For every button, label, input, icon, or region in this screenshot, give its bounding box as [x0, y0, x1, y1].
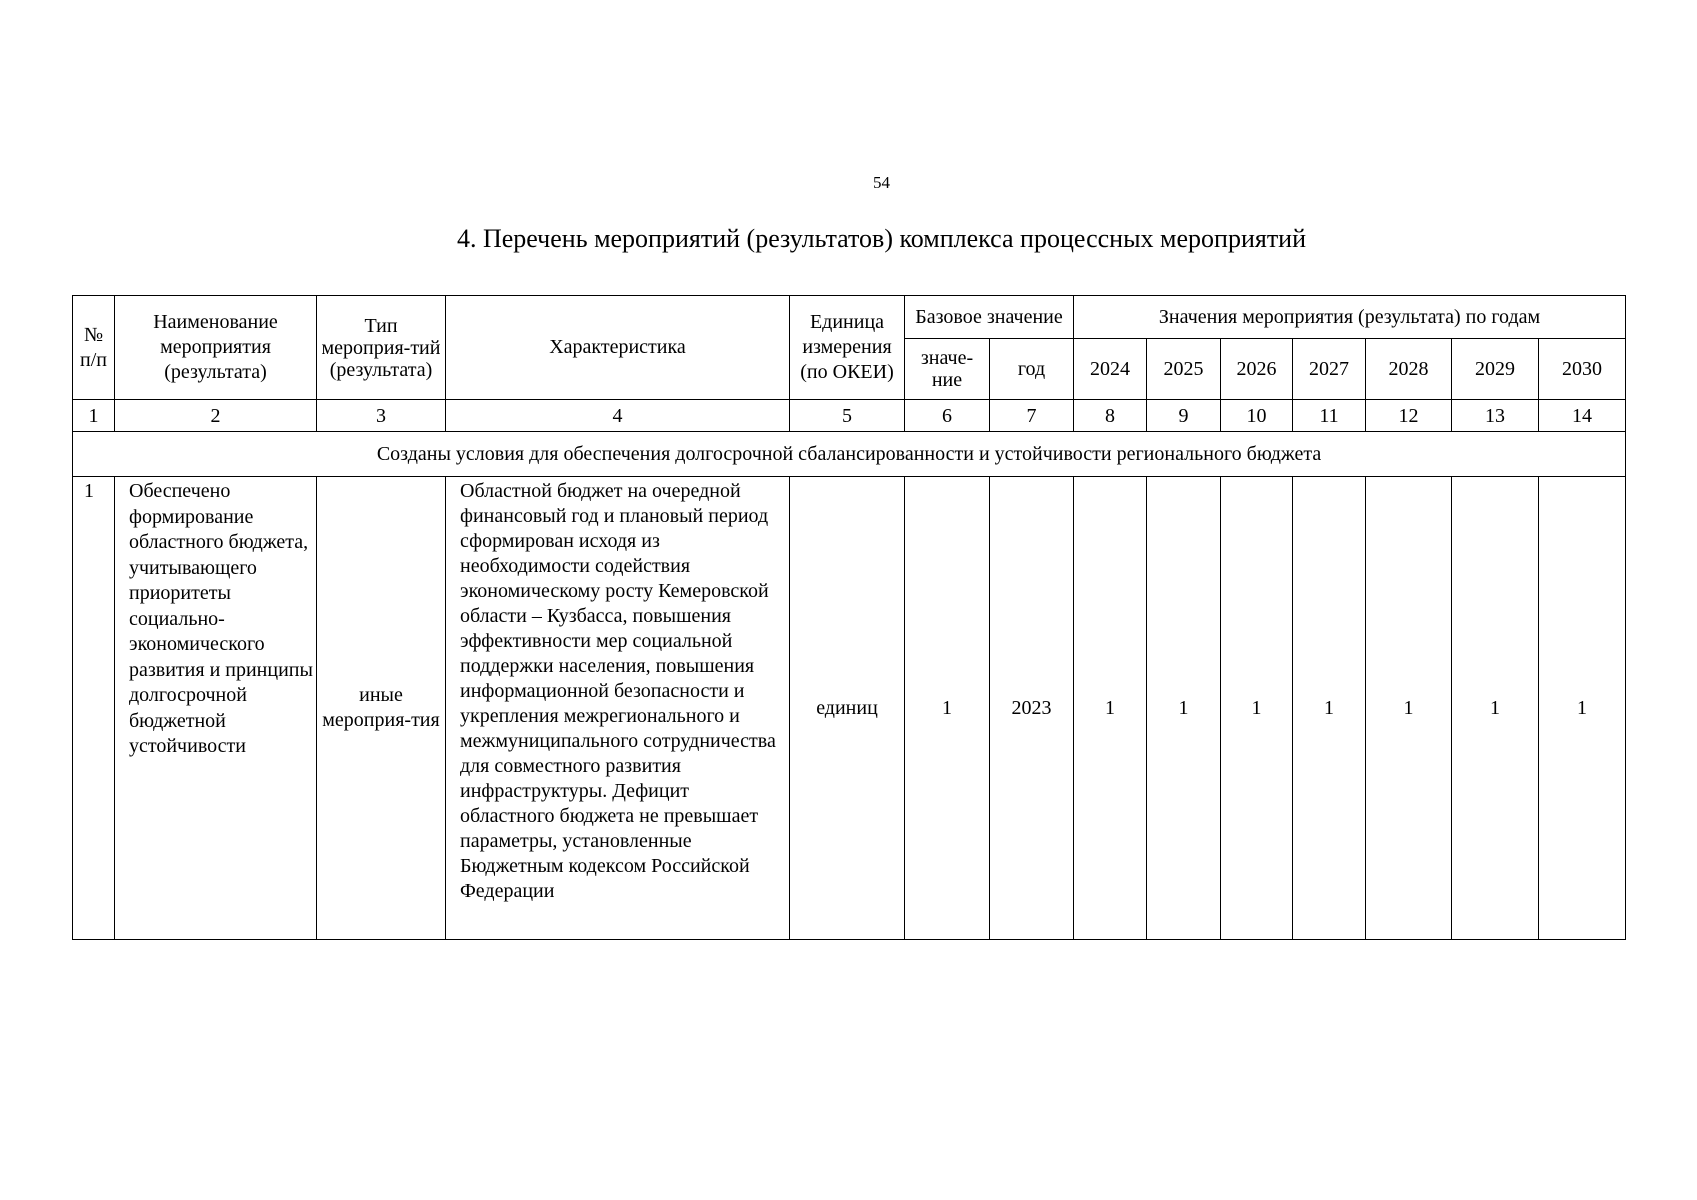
events-table: [72, 295, 1626, 940]
document-title: 4. Перечень мероприятий (результатов) комплекса процессных мероприятий: [456, 224, 1307, 253]
header-type: Тип мероприя-тий (результата): [317, 296, 446, 400]
header-year: 2027: [1293, 339, 1366, 400]
header-values-group: Значения мероприятия (результата) по годам: [1074, 296, 1626, 339]
goal-text: Созданы условия для обеспечения долгосрочной сбалансированности и устойчивости регионального бюджета: [73, 432, 1626, 477]
row-unit: единиц: [790, 477, 905, 940]
row-base-value: 1: [905, 477, 990, 940]
header-year: 2024: [1074, 339, 1147, 400]
column-number: 7: [990, 400, 1074, 432]
row-base-year: 2023: [990, 477, 1074, 940]
header-unit: Единица измерения (по ОКЕИ): [790, 296, 905, 400]
column-number: 11: [1293, 400, 1366, 432]
header-year: 2028: [1366, 339, 1452, 400]
column-number: 14: [1539, 400, 1626, 432]
row-year-value: 1: [1074, 477, 1147, 940]
header-base-group: Базовое значение: [905, 296, 1074, 339]
header-base-year: год: [990, 339, 1074, 400]
column-number: 8: [1074, 400, 1147, 432]
page-number: 54: [873, 173, 890, 192]
column-number: 9: [1147, 400, 1221, 432]
header-year: 2026: [1221, 339, 1293, 400]
table-row: [73, 477, 1626, 940]
header-year: 2030: [1539, 339, 1626, 400]
column-number: 4: [446, 400, 790, 432]
header-base-value: значе-ние: [905, 339, 990, 400]
row-year-value: 1: [1147, 477, 1221, 940]
column-number: 10: [1221, 400, 1293, 432]
row-name: Обеспечено формирование областного бюджета, учитывающего приоритеты социально-экономического развития и принципы долгосрочной бюджетной устойчивости: [115, 477, 317, 940]
column-number: 12: [1366, 400, 1452, 432]
column-number: 6: [905, 400, 990, 432]
row-characteristic: Областной бюджет на очередной финансовый год и плановый период сформирован исходя из необходимости содействия экономическому росту Кемеровской области – Кузбасса, повышения эффективности мер социальной поддержки населения, повышения информационной безопасности и укрепления межрегионального и межмуниципального сотрудничества для совместного развития инфраструктуры. Дефицит областного бюджета не превышает параметры, установленные Бюджетным кодексом Российской Федерации: [446, 477, 790, 940]
goal-row: [73, 432, 1626, 477]
column-number: 2: [115, 400, 317, 432]
row-num: 1: [73, 477, 115, 940]
row-year-value: 1: [1539, 477, 1626, 940]
column-number: 5: [790, 400, 905, 432]
row-year-value: 1: [1452, 477, 1539, 940]
column-number: 3: [317, 400, 446, 432]
header-year: 2029: [1452, 339, 1539, 400]
header-year: 2025: [1147, 339, 1221, 400]
column-number: 13: [1452, 400, 1539, 432]
row-year-value: 1: [1293, 477, 1366, 940]
header-characteristic: Характеристика: [446, 296, 790, 400]
column-number: 1: [73, 400, 115, 432]
row-type: иные мероприя-тия: [317, 477, 446, 940]
column-number-row: [73, 400, 1626, 432]
header-name: Наименование мероприятия (результата): [115, 296, 317, 400]
row-year-value: 1: [1366, 477, 1452, 940]
header-row-top: [73, 296, 1626, 339]
row-year-value: 1: [1221, 477, 1293, 940]
header-num: № п/п: [73, 296, 115, 400]
